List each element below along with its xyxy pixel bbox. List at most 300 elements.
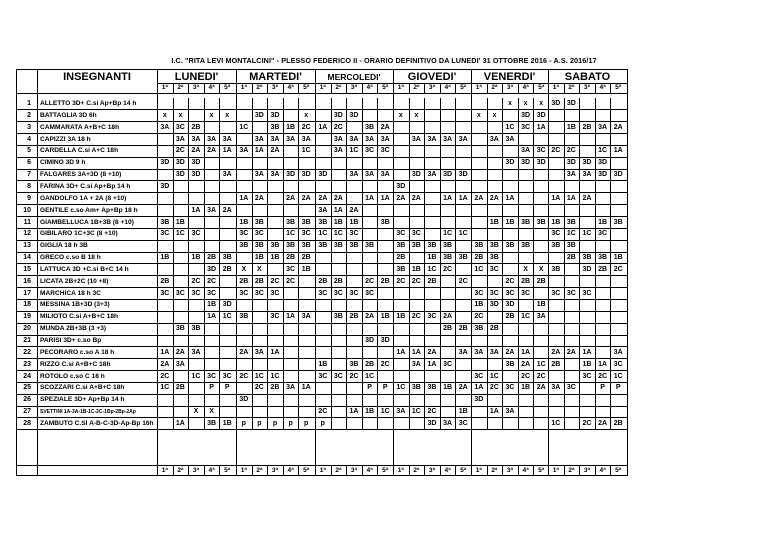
period-header: 5ª bbox=[460, 83, 467, 91]
timetable-cell: 2C bbox=[254, 384, 264, 392]
timetable-cell: 3C bbox=[318, 372, 328, 380]
timetable-cell: 3C bbox=[427, 313, 437, 321]
timetable-cell: x bbox=[225, 111, 230, 119]
timetable-cell: 2C bbox=[365, 277, 375, 285]
timetable-cell: 1A bbox=[301, 384, 311, 392]
period-separator bbox=[362, 83, 363, 93]
timetable-cell: 3B bbox=[443, 254, 453, 262]
timetable-cell: 3D bbox=[474, 396, 484, 404]
timetable-cell: 3C bbox=[474, 289, 484, 297]
period-separator bbox=[188, 98, 189, 430]
period-separator bbox=[283, 465, 284, 475]
period-footer: 3ª bbox=[583, 467, 591, 474]
timetable-cell: 1C bbox=[613, 372, 623, 380]
timetable-cell: 1C bbox=[365, 372, 375, 380]
period-separator bbox=[533, 98, 534, 430]
timetable-cell: 2A bbox=[175, 348, 185, 356]
teacher-name: MILIOTO C.si A+B+C 18h bbox=[40, 313, 119, 321]
timetable-cell: 3A bbox=[551, 384, 561, 392]
timetable-cell: P bbox=[600, 384, 605, 392]
timetable-cell: 2C bbox=[443, 265, 453, 273]
timetable-cell: 2C bbox=[566, 147, 576, 155]
period-separator bbox=[579, 83, 580, 93]
timetable-cell: 1C bbox=[318, 230, 328, 238]
period-header: 1ª bbox=[161, 83, 168, 91]
row-line bbox=[16, 169, 627, 170]
timetable-cell: 3A bbox=[474, 348, 484, 356]
row-number: 8 bbox=[27, 182, 31, 190]
period-separator bbox=[610, 98, 611, 430]
timetable-cell: 3A bbox=[566, 171, 576, 179]
timetable-cell: 3C bbox=[175, 123, 185, 131]
timetable-cell: 3B bbox=[536, 218, 546, 226]
timetable-cell: 1C bbox=[191, 372, 201, 380]
timetable-cell: x bbox=[492, 111, 497, 119]
timetable-cell: 2A bbox=[489, 194, 499, 202]
timetable-cell: 2B bbox=[521, 277, 531, 285]
timetable-cell: 2C bbox=[582, 419, 592, 427]
timetable-cell: 3A bbox=[207, 206, 217, 214]
timetable-cell: 3D bbox=[254, 111, 264, 119]
row-number: 20 bbox=[23, 325, 31, 333]
period-separator bbox=[409, 83, 410, 93]
row-line bbox=[16, 406, 627, 407]
timetable-cell: 3D bbox=[582, 265, 592, 273]
timetable-cell: 3B bbox=[427, 242, 437, 250]
timetable-cell: 2C bbox=[207, 277, 217, 285]
period-separator bbox=[219, 98, 220, 430]
timetable-cell: 2B bbox=[254, 277, 264, 285]
period-separator bbox=[219, 83, 220, 93]
timetable-cell: 2A bbox=[318, 194, 328, 202]
period-separator bbox=[219, 465, 220, 475]
timetable-cell: 1A bbox=[365, 194, 375, 202]
row-line bbox=[16, 429, 627, 430]
timetable-cell: 1A bbox=[175, 419, 185, 427]
frame-top bbox=[16, 69, 627, 70]
timetable-cell: 2B bbox=[380, 277, 390, 285]
period-separator bbox=[204, 98, 205, 430]
timetable-cell: 3D bbox=[536, 111, 546, 119]
timetable-cell: X bbox=[193, 408, 199, 416]
timetable-cell: 3D bbox=[613, 171, 623, 179]
period-separator bbox=[564, 98, 565, 430]
timetable-cell: 2C bbox=[333, 123, 343, 131]
period-header: 1ª bbox=[552, 83, 559, 91]
page-title: I.C. "RITA LEVI MONTALCINI" - PLESSO FEDERICO II - ORARIO DEFINITIVO DA LUNEDI' 31 OTTOBRE 2016 - A.S. 2016/17 bbox=[171, 56, 597, 65]
timetable-cell: 3A bbox=[254, 171, 264, 179]
row-line bbox=[16, 394, 627, 395]
period-separator bbox=[204, 465, 205, 475]
timetable-cell: 1B bbox=[396, 313, 406, 321]
teacher-name: CAPIZZI 3A 18 h bbox=[40, 135, 91, 143]
timetable-cell: 1C bbox=[443, 230, 453, 238]
timetable-cell: 3C bbox=[396, 230, 406, 238]
timetable-cell: 2C bbox=[411, 313, 421, 321]
timetable-cell: 3A bbox=[489, 348, 499, 356]
timetable-cell: 3C bbox=[349, 230, 359, 238]
timetable-cell: 3A bbox=[254, 135, 264, 143]
period-footer: 2ª bbox=[256, 467, 263, 474]
period-separator bbox=[283, 98, 284, 430]
row-line bbox=[16, 192, 627, 193]
timetable-cell: 3B bbox=[286, 218, 296, 226]
timetable-cell: 1B bbox=[301, 265, 311, 273]
timetable-cell: x bbox=[209, 111, 214, 119]
timetable-cell: 3C bbox=[301, 230, 311, 238]
period-separator bbox=[455, 83, 456, 93]
timetable-cell: 2C bbox=[191, 277, 201, 285]
teacher-name: GENTILE c.so Am+ Ap+Bp 18 h bbox=[40, 206, 138, 214]
timetable-cell: 2C bbox=[380, 360, 390, 368]
timetable-cell: x bbox=[476, 111, 481, 119]
timetable-cell: 1B bbox=[505, 218, 515, 226]
timetable-cell: 1B bbox=[333, 218, 343, 226]
period-separator bbox=[362, 98, 363, 430]
timetable-cell: 1C bbox=[239, 123, 249, 131]
timetable-cell: 2B bbox=[427, 277, 437, 285]
timetable-cell: 3A bbox=[270, 135, 280, 143]
period-footer: 1ª bbox=[240, 467, 247, 474]
timetable-cell: 3A bbox=[175, 135, 185, 143]
teacher-name: ZAMBUTO C.SI A-B-C-3D-Ap-Bp 16h bbox=[40, 419, 154, 427]
row-line bbox=[16, 216, 627, 217]
timetable-cell: 3D bbox=[365, 337, 375, 344]
period-separator bbox=[533, 83, 534, 93]
timetable-cell: 2B bbox=[489, 325, 499, 333]
period-separator bbox=[502, 98, 503, 430]
period-footer: 3ª bbox=[192, 467, 200, 474]
period-separator bbox=[518, 83, 519, 93]
period-footer: 1ª bbox=[319, 467, 326, 474]
timetable-cell: 1C bbox=[566, 230, 576, 238]
period-header: 3ª bbox=[583, 83, 591, 91]
timetable-cell: 3C bbox=[566, 384, 576, 392]
timetable-cell: x bbox=[508, 100, 512, 107]
row-number: 4 bbox=[27, 135, 31, 143]
timetable-cell: 2B bbox=[566, 254, 576, 262]
period-separator bbox=[455, 465, 456, 475]
timetable-cell: P bbox=[615, 384, 621, 392]
timetable-cell: 3B bbox=[333, 242, 343, 250]
timetable-cell: 1B bbox=[582, 360, 592, 368]
timetable-cell: 1C bbox=[427, 265, 437, 273]
timetable-cell: 3D bbox=[207, 265, 217, 273]
period-separator bbox=[298, 98, 299, 430]
timetable-cell: 3B bbox=[489, 254, 499, 262]
timetable-cell: 3B bbox=[254, 218, 264, 226]
period-header: 5ª bbox=[538, 83, 545, 91]
timetable-cell: 1A bbox=[333, 206, 343, 214]
teacher-name: MESSINA 1B+3D (3+3) bbox=[40, 301, 110, 309]
timetable-cell: 3D bbox=[191, 159, 201, 167]
teacher-name: GIBILARO 1C+3C (8 +10) bbox=[40, 230, 118, 238]
timetable-cell: 3B bbox=[613, 218, 623, 226]
timetable-cell: 3D bbox=[396, 182, 406, 190]
timetable-cell: 3C bbox=[191, 230, 201, 238]
row-number: 28 bbox=[23, 419, 31, 427]
timetable-cell: 3B bbox=[175, 325, 185, 333]
timetable-cell: 3D bbox=[318, 171, 328, 179]
period-separator bbox=[298, 465, 299, 475]
period-header: 2ª bbox=[413, 83, 420, 91]
timetable-cell: 1C bbox=[301, 147, 311, 155]
timetable-cell: 3D bbox=[536, 159, 546, 167]
timetable-cell: 1A bbox=[286, 313, 296, 321]
timetable-cell: 2C bbox=[396, 277, 406, 285]
timetable-cell: 3B bbox=[505, 242, 515, 250]
timetable-cell: x bbox=[178, 111, 183, 119]
teacher-name: ALLETTO 3D+ C.si Ap+Bp 14 h bbox=[40, 100, 137, 107]
timetable-cell: 3B bbox=[458, 254, 468, 262]
period-separator bbox=[564, 465, 565, 475]
timetable-cell: 1B bbox=[551, 218, 561, 226]
timetable-cell: 3D bbox=[270, 111, 280, 119]
timetable-cell: 1A bbox=[582, 348, 592, 356]
timetable-cell: 1C bbox=[536, 360, 546, 368]
teacher-name: SVETTINI 1A-3A-1B-1C-2C-1Bp-2Bp-2Ap bbox=[40, 409, 136, 416]
timetable-cell: 2B bbox=[458, 325, 468, 333]
period-footer: 2ª bbox=[413, 467, 420, 474]
timetable-cell: P bbox=[209, 384, 214, 392]
timetable-cell: 1C bbox=[489, 372, 499, 380]
timetable-cell: 2C bbox=[489, 384, 499, 392]
timetable-cell: 3A bbox=[239, 147, 249, 155]
timetable-cell: 3B bbox=[474, 242, 484, 250]
timetable-cell: 3A bbox=[458, 348, 468, 356]
row-number: 9 bbox=[27, 194, 31, 202]
row-number: 3 bbox=[27, 123, 31, 131]
timetable-cell: 2C bbox=[505, 277, 515, 285]
timetable-cell: 3B bbox=[207, 419, 217, 427]
timetable-cell: 3B bbox=[301, 218, 311, 226]
timetable-cell: 3A bbox=[380, 171, 390, 179]
timetable-cell: 3A bbox=[254, 348, 264, 356]
timetable-cell: 2A bbox=[582, 194, 592, 202]
timetable-cell: 3B bbox=[222, 254, 232, 262]
period-separator bbox=[409, 465, 410, 475]
period-separator bbox=[267, 83, 268, 93]
timetable-cell: X bbox=[241, 265, 247, 273]
day-header: GIOVEDI' bbox=[407, 71, 457, 83]
day-separator bbox=[393, 69, 394, 475]
timetable-cell: 3B bbox=[254, 242, 264, 250]
row-line bbox=[16, 252, 627, 253]
row-line bbox=[16, 204, 627, 205]
timetable-cell: 3C bbox=[191, 289, 201, 297]
period-separator bbox=[173, 83, 174, 93]
timetable-cell: 2B bbox=[175, 384, 185, 392]
timetable-cell: 1C bbox=[160, 384, 170, 392]
timetable-cell: 2A bbox=[301, 194, 311, 202]
timetable-cell: 3C bbox=[254, 289, 264, 297]
timetable-cell: 1B bbox=[365, 408, 375, 416]
period-separator bbox=[346, 465, 347, 475]
timetable-cell: 2C bbox=[160, 372, 170, 380]
row-line bbox=[16, 109, 627, 110]
row-line bbox=[16, 133, 627, 134]
timetable-cell: 3D bbox=[427, 419, 437, 427]
timetable-cell: 2C bbox=[175, 147, 185, 155]
period-separator bbox=[595, 465, 596, 475]
period-footer: 3ª bbox=[350, 467, 358, 474]
timetable-cell: 3C bbox=[505, 289, 515, 297]
row-number: 21 bbox=[23, 337, 31, 344]
timetable-cell: 3C bbox=[505, 384, 515, 392]
timetable-cell: 2B bbox=[613, 419, 623, 427]
timetable-cell: 3A bbox=[349, 171, 359, 179]
timetable-cell: 1B bbox=[427, 254, 437, 262]
timetable-cell: 1B bbox=[191, 254, 201, 262]
timetable-cell: 3C bbox=[598, 230, 608, 238]
timetable-cell: 3A bbox=[380, 135, 390, 143]
timetable-cell: 3C bbox=[582, 289, 592, 297]
timetable-cell: 3C bbox=[333, 289, 343, 297]
period-separator bbox=[377, 83, 378, 93]
timetable-cell: 1B bbox=[270, 254, 280, 262]
timetable-cell: 2A bbox=[598, 419, 608, 427]
timetable-cell: 3B bbox=[411, 384, 421, 392]
timetable-cell: 2B bbox=[598, 265, 608, 273]
timetable-cell: 3A bbox=[286, 384, 296, 392]
timetable-cell: p bbox=[272, 419, 278, 427]
timetable-cell: 3D bbox=[175, 159, 185, 167]
teacher-name: LATTUCA 3D +C.si B+C 14 h bbox=[40, 265, 129, 273]
row-line bbox=[16, 370, 627, 371]
row-line bbox=[16, 299, 627, 300]
period-footer: 2ª bbox=[491, 467, 498, 474]
teacher-name: PARISI 3D+ c.so Bp bbox=[40, 337, 102, 344]
period-header: 3ª bbox=[192, 83, 200, 91]
period-footer: 4ª bbox=[366, 467, 373, 474]
period-header: 1ª bbox=[475, 83, 482, 91]
row-number: 25 bbox=[23, 384, 31, 392]
period-separator bbox=[518, 465, 519, 475]
timetable-cell: 2A bbox=[521, 360, 531, 368]
timetable-cell: 3B bbox=[396, 242, 406, 250]
timetable-cell: 3C bbox=[458, 419, 468, 427]
timetable-cell: 3A bbox=[191, 135, 201, 143]
timetable-cell: 3B bbox=[270, 123, 280, 131]
timetable-cell: 3A bbox=[301, 313, 311, 321]
timetable-cell: 2B bbox=[318, 277, 328, 285]
period-header: 2ª bbox=[177, 83, 184, 91]
row-number: 14 bbox=[23, 254, 31, 262]
teacher-name: CAMMARATA A+B+C 18h bbox=[40, 123, 120, 131]
timetable-cell: 1B bbox=[566, 123, 576, 131]
day-header: SABATO bbox=[564, 71, 611, 83]
timetable-cell: 3A bbox=[222, 171, 232, 179]
timetable-cell: 3A bbox=[443, 419, 453, 427]
row-number: 13 bbox=[23, 242, 31, 250]
timetable-cell: 3B bbox=[333, 313, 343, 321]
timetable-cell: 2C bbox=[551, 147, 561, 155]
timetable-cell: 2A bbox=[427, 348, 437, 356]
timetable-cell: 3C bbox=[551, 289, 561, 297]
timetable-cell: 2C bbox=[521, 372, 531, 380]
timetable-cell: 3C bbox=[489, 265, 499, 273]
period-header: 4ª bbox=[522, 83, 529, 91]
period-footer: 4ª bbox=[444, 467, 451, 474]
timetable-cell: 3D bbox=[286, 171, 296, 179]
timetable-cell: 1B bbox=[318, 360, 328, 368]
teacher-name: FARINA 3D+ C.si Ap+Bp 14 h bbox=[40, 182, 131, 190]
timetable-cell: 3B bbox=[270, 242, 280, 250]
timetable-cell: 1B bbox=[411, 265, 421, 273]
row-number: 23 bbox=[23, 360, 31, 368]
timetable-cell: 3A bbox=[427, 171, 437, 179]
timetable-cell: 2A bbox=[286, 194, 296, 202]
row-number: 6 bbox=[27, 159, 31, 167]
timetable-cell: 2A bbox=[239, 348, 249, 356]
timetable-cell: 2B bbox=[207, 254, 217, 262]
period-header: 2ª bbox=[335, 83, 342, 91]
timetable-cell: 1A bbox=[566, 194, 576, 202]
row-line bbox=[16, 240, 627, 241]
timetable-cell: 2B bbox=[222, 265, 232, 273]
timetable-cell: 1A bbox=[239, 194, 249, 202]
timetable-cell: 3B bbox=[349, 360, 359, 368]
period-footer: 3ª bbox=[506, 467, 514, 474]
row-line bbox=[16, 263, 627, 264]
timetable-cell: 1A bbox=[551, 194, 561, 202]
timetable-cell: 3A bbox=[160, 123, 170, 131]
timetable-cell: 3B bbox=[505, 360, 515, 368]
row-number: 22 bbox=[23, 348, 31, 356]
timetable-cell: 3D bbox=[458, 171, 468, 179]
period-header: 1ª bbox=[397, 83, 404, 91]
row-number: 18 bbox=[23, 301, 31, 309]
timetable-cell: P bbox=[224, 384, 230, 392]
period-separator bbox=[610, 465, 611, 475]
timetable-cell: 3A bbox=[207, 135, 217, 143]
row-number: 27 bbox=[23, 408, 31, 416]
frame-left bbox=[16, 69, 17, 475]
timetable-cell: 3B bbox=[365, 123, 375, 131]
teacher-name: FALGARES 3A+3D (8 +10) bbox=[40, 171, 122, 179]
timetable-cell: 3C bbox=[160, 289, 170, 297]
timetable-cell: 2C bbox=[349, 372, 359, 380]
timetable-cell: p bbox=[304, 419, 309, 427]
period-separator bbox=[252, 83, 253, 93]
teacher-name: CIMINO 3D 9 h bbox=[40, 159, 86, 167]
timetable-cell: 3B bbox=[427, 384, 437, 392]
timetable-cell: 1A bbox=[396, 348, 406, 356]
timetable-cell: 2A bbox=[207, 147, 217, 155]
period-footer: 5ª bbox=[460, 467, 467, 474]
period-header: 2ª bbox=[491, 83, 498, 91]
timetable-cell: 3A bbox=[521, 147, 531, 155]
timetable-cell: 3B bbox=[365, 242, 375, 250]
timetable-cell: 3D bbox=[349, 111, 359, 119]
period-separator bbox=[362, 465, 363, 475]
day-separator bbox=[471, 69, 472, 475]
timetable-cell: 2A bbox=[566, 348, 576, 356]
timetable-cell: 3D bbox=[566, 100, 576, 107]
timetable-cell: 3C bbox=[207, 289, 217, 297]
timetable-cell: 3C bbox=[443, 360, 453, 368]
teacher-name: PECORARO c.so A 18 h bbox=[40, 348, 115, 356]
teacher-name: GRECO c.so B 18 h bbox=[40, 254, 101, 262]
timetable-cell: 1B bbox=[175, 218, 185, 226]
day-header: LUNEDI' bbox=[174, 71, 219, 83]
timetable-cell: x bbox=[398, 111, 403, 119]
timetable-cell: 1C bbox=[222, 313, 232, 321]
period-header: 4ª bbox=[208, 83, 215, 91]
timetable-cell: 3C bbox=[551, 230, 561, 238]
teacher-name: ROTOLO c.so C 18 h bbox=[40, 372, 105, 380]
timetable-cell: 2C bbox=[427, 408, 437, 416]
